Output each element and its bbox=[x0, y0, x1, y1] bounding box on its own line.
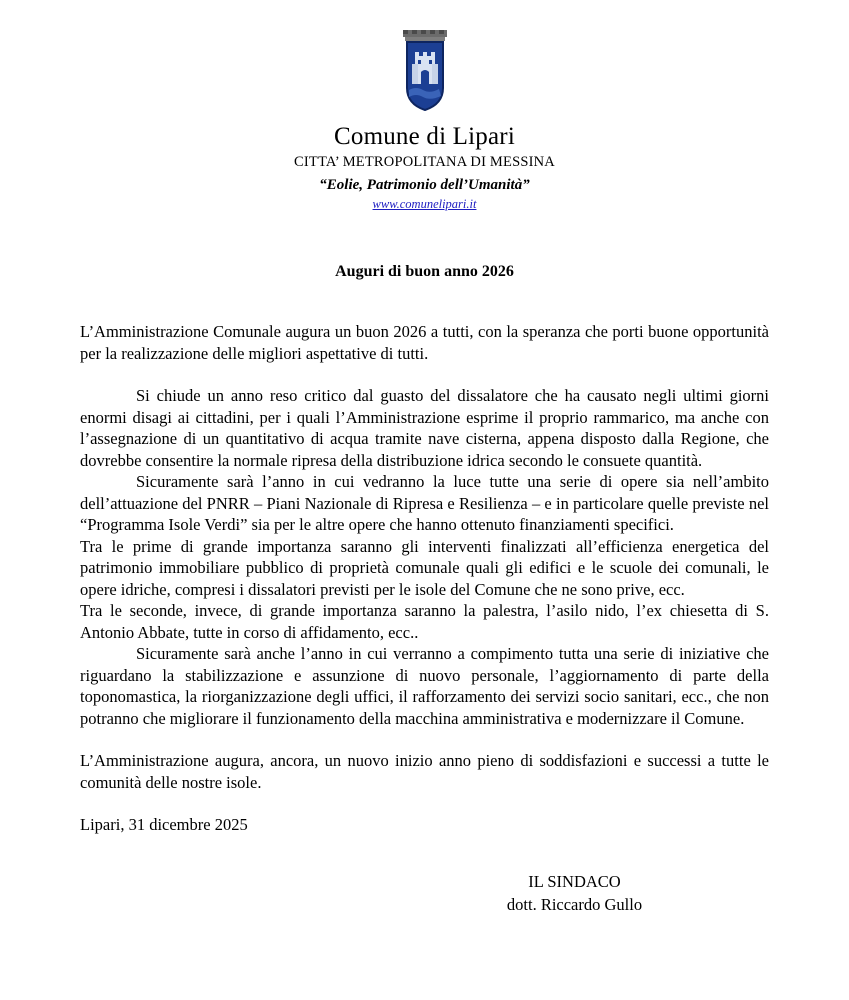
body-paragraph: L’Amministrazione Comunale augura un buon 2026 a tutti, con la speranza che porti buone opportunità per la realizzazione delle migliori aspettative di tutti. bbox=[80, 322, 769, 363]
website-link[interactable]: www.comunelipari.it bbox=[372, 197, 477, 211]
body-paragraph: Sicuramente sarà anche l’anno in cui verranno a compimento tutta una serie di iniziative che riguardano la stabilizzazione e assunzione di nuovo personale, l’aggiornamento di parte della toponomastica, la riorganizzazione degli uffici, il rafforzamento dei servizi socio sanitari, ecc., che non potranno che migliorare il funzionamento della macchina amministrativa e modernizzare il Comune. bbox=[80, 644, 769, 728]
body-paragraph: Tra le seconde, invece, di grande importanza saranno la palestra, l’asilo nido, l’ex chiesetta di S. Antonio Abbate, tutte in corso di affidamento, ecc.. bbox=[80, 601, 769, 642]
signature-name: dott. Riccardo Gullo bbox=[506, 894, 643, 914]
body-paragraph: Si chiude un anno reso critico dal guasto del dissalatore che ha causato negli ultimi giorni enormi disagi ai cittadini, per i quali l’Amministrazione esprime il proprio rammarico, ma anche con l’assegnazione di un quantitativo di acqua tramite nave cisterna, appena disposto dalla Regione, che dovrebbe consentire la normale ripresa della distribuzione idrica secondo le consuete quantità. bbox=[80, 386, 769, 470]
document-title: Auguri di buon anno 2026 bbox=[335, 263, 514, 280]
signature-role: IL SINDACO bbox=[528, 871, 621, 891]
organization-motto: “Eolie, Patrimonio dell’Umanità” bbox=[319, 177, 530, 193]
body-paragraph: Sicuramente sarà l’anno in cui vedranno la luce tutte una serie di opere sia nell’ambito dell’attuazione del PNRR – Piani Nazionale di Ripresa e Resilienza – e in particolare quelle previste nel “Programma Isole Verdi” sia per le altre opere che hanno ottenuto finanziamenti specifici. bbox=[80, 472, 769, 534]
body-paragraph: Tra le prime di grande importanza saranno gli interventi finalizzati all’efficienza energetica del patrimonio immobiliare pubblico di proprietà comunale quali gli edifici e le scuole dei comunali, le opere idriche, compresi i dissalatori previsti per le isole del Comune che ne sono prive, ecc. bbox=[80, 536, 769, 599]
signature-block bbox=[80, 870, 769, 916]
body-paragraph: L’Amministrazione augura, ancora, un nuovo inizio anno pieno di soddisfazioni e successi a tutte le comunità delle nostre isole. bbox=[80, 751, 769, 792]
letterhead bbox=[80, 0, 769, 213]
coat-of-arms-icon bbox=[394, 26, 456, 112]
organization-subtitle: CITTA’ METROPOLITANA DI MESSINA bbox=[294, 154, 555, 170]
document-body bbox=[80, 321, 769, 916]
date-line: Lipari, 31 dicembre 2025 bbox=[80, 815, 248, 834]
organization-name: Comune di Lipari bbox=[334, 123, 515, 150]
